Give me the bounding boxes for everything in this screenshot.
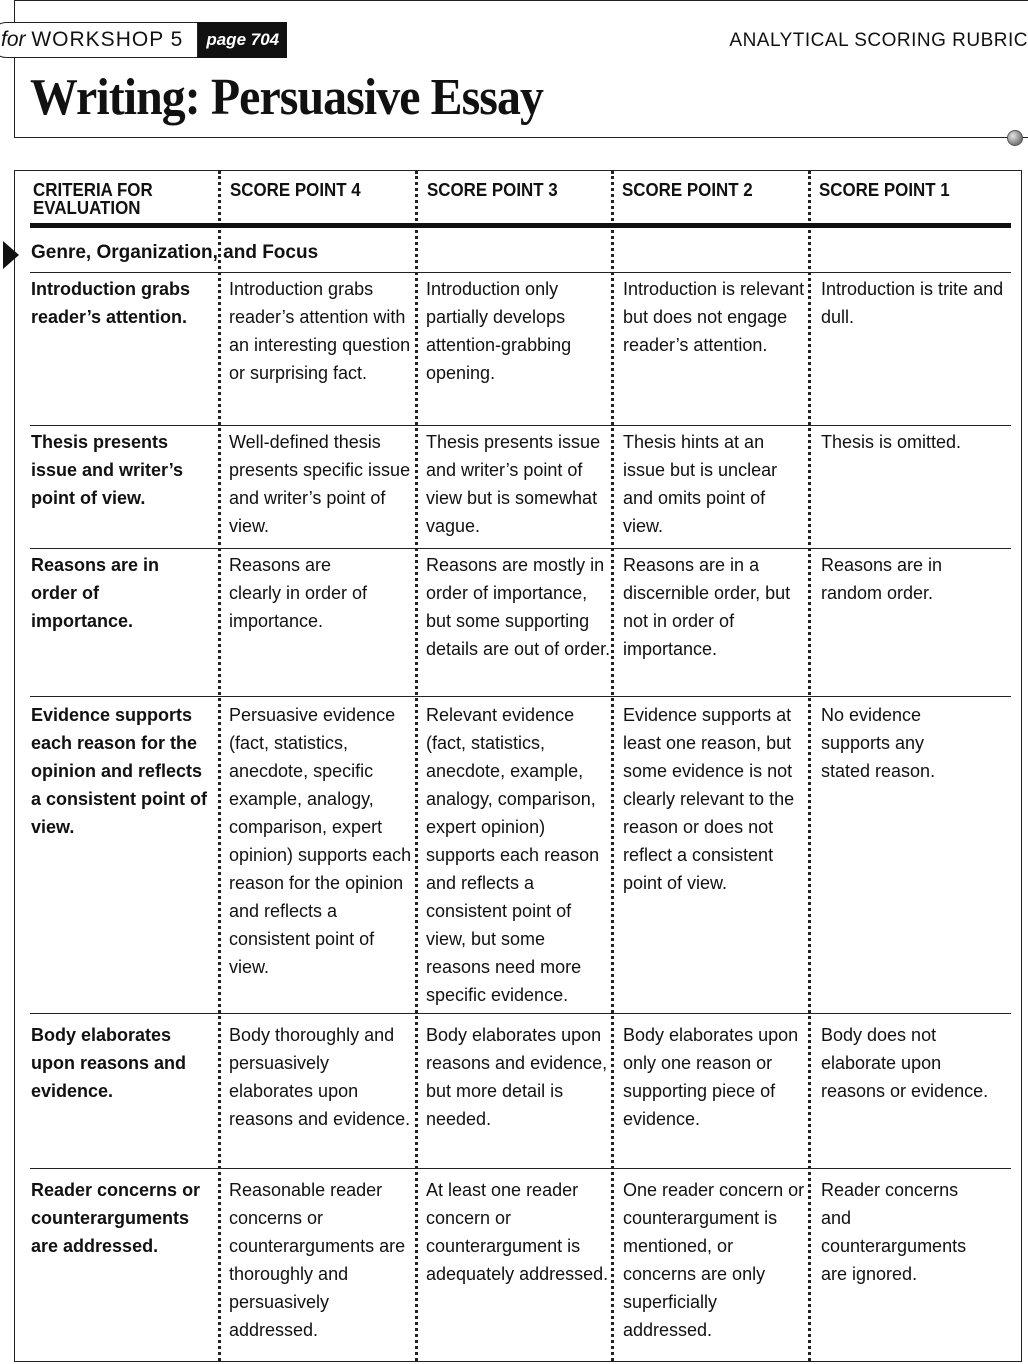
cell-reasons-score-1: Reasons are in random order. [821, 555, 943, 603]
section-arrow-icon [3, 241, 19, 269]
cell-body-score-1: Body does not elaborate upon reasons or evidence. [821, 1025, 989, 1101]
row-divider [30, 272, 1011, 273]
column-header-score-4: SCORE POINT 4 [230, 180, 361, 200]
cell-introduction-score-2: Introduction is relevant but does not engage reader’s attention. [623, 279, 805, 355]
cell-counterarguments-score-1: Reader concerns and counterarguments are ignored. [821, 1180, 967, 1284]
cell-evidence-score-4: Persuasive evidence (fact, statistics, anecdote, specific example, analogy, comparison, expert opinion) supports each reason for the opinion and reflects a consistent point of view. [229, 705, 412, 977]
cell-evidence-score-3: Relevant evidence (fact, statistics, anecdote, example, analogy, comparison, expert opinion) supports each reason and reflects a consistent point of view, but some reasons need more specific evidence. [426, 705, 600, 1005]
cell-thesis-score-4: Well-defined thesis presents specific issue and writer’s point of view. [229, 432, 411, 536]
workshop-number: WORKSHOP 5 [31, 28, 184, 51]
workshop-label [0, 22, 198, 58]
column-header-score-1: SCORE POINT 1 [819, 180, 950, 200]
workshop-for: for [1, 28, 26, 51]
criteria-thesis: Thesis presents issue and writer’s point of view. [31, 432, 184, 508]
cell-introduction-score-3: Introduction only partially develops attention-grabbing opening. [426, 279, 572, 383]
cell-counterarguments-score-2: One reader concern or counterargument is mentioned, or concerns are only superficially addressed. [623, 1180, 805, 1340]
row-divider [30, 425, 1011, 426]
cell-evidence-score-1: No evidence supports any stated reason. [821, 705, 936, 781]
cell-thesis-score-2: Thesis hints at an issue but is unclear and omits point of view. [623, 432, 778, 536]
cell-reasons-score-2: Reasons are in a discernible order, but not in order of importance. [623, 555, 791, 659]
row-divider [30, 1013, 1011, 1014]
criteria-introduction: Introduction grabs reader’s attention. [31, 279, 190, 327]
rubric-type-label: ANALYTICAL SCORING RUBRIC [729, 30, 1028, 51]
cell-body-score-3: Body elaborates upon reasons and evidence, but more detail is needed. [426, 1025, 608, 1129]
cell-thesis-score-1: Thesis is omitted. [821, 432, 962, 452]
row-divider [30, 548, 1011, 549]
column-divider [415, 171, 418, 1361]
cell-reasons-score-4: Reasons are clearly in order of importance. [229, 555, 368, 631]
criteria-counterarguments: Reader concerns or counterarguments are addressed. [31, 1180, 201, 1256]
cell-body-score-2: Body elaborates upon only one reason or supporting piece of evidence. [623, 1025, 799, 1129]
cell-evidence-score-2: Evidence supports at least one reason, but some evidence is not clearly relevant to the reason or does not reflect a consistent point of view. [623, 705, 795, 893]
page-title: Writing: Persuasive Essay [30, 69, 543, 126]
cell-counterarguments-score-3: At least one reader concern or counterargument is adequately addressed. [426, 1180, 609, 1284]
cell-reasons-score-3: Reasons are mostly in order of importance, but some supporting details are out of order. [426, 555, 611, 659]
cell-introduction-score-4: Introduction grabs reader’s attention with an interesting question or surprising fact. [229, 279, 411, 383]
row-divider [30, 696, 1011, 697]
criteria-body: Body elaborates upon reasons and evidence. [31, 1025, 187, 1101]
decorative-dot-icon [1007, 130, 1023, 146]
cell-introduction-score-1: Introduction is trite and dull. [821, 279, 1004, 327]
column-header-criteria: CRITERIA FOR EVALUATION [33, 180, 153, 218]
column-header-score-2: SCORE POINT 2 [622, 180, 753, 200]
section-title: Genre, Organization, and Focus [31, 242, 319, 263]
cell-thesis-score-3: Thesis presents issue and writer’s point of view but is somewhat vague. [426, 432, 601, 536]
row-divider [30, 1168, 1011, 1169]
workshop-tab [0, 22, 287, 58]
header-divider [30, 223, 1011, 228]
cell-counterarguments-score-4: Reasonable reader concerns or counterarguments are thoroughly and persuasively addressed. [229, 1180, 406, 1340]
criteria-evidence: Evidence supports each reason for the opinion and reflects a consistent point of view. [31, 705, 208, 837]
cell-body-score-4: Body thoroughly and persuasively elaborates upon reasons and evidence. [229, 1025, 411, 1129]
column-header-score-3: SCORE POINT 3 [427, 180, 558, 200]
column-divider [218, 171, 221, 1361]
criteria-reasons: Reasons are in order of importance. [31, 555, 160, 631]
page-badge: page 704 [198, 22, 287, 58]
rubric-table [14, 170, 1022, 1362]
